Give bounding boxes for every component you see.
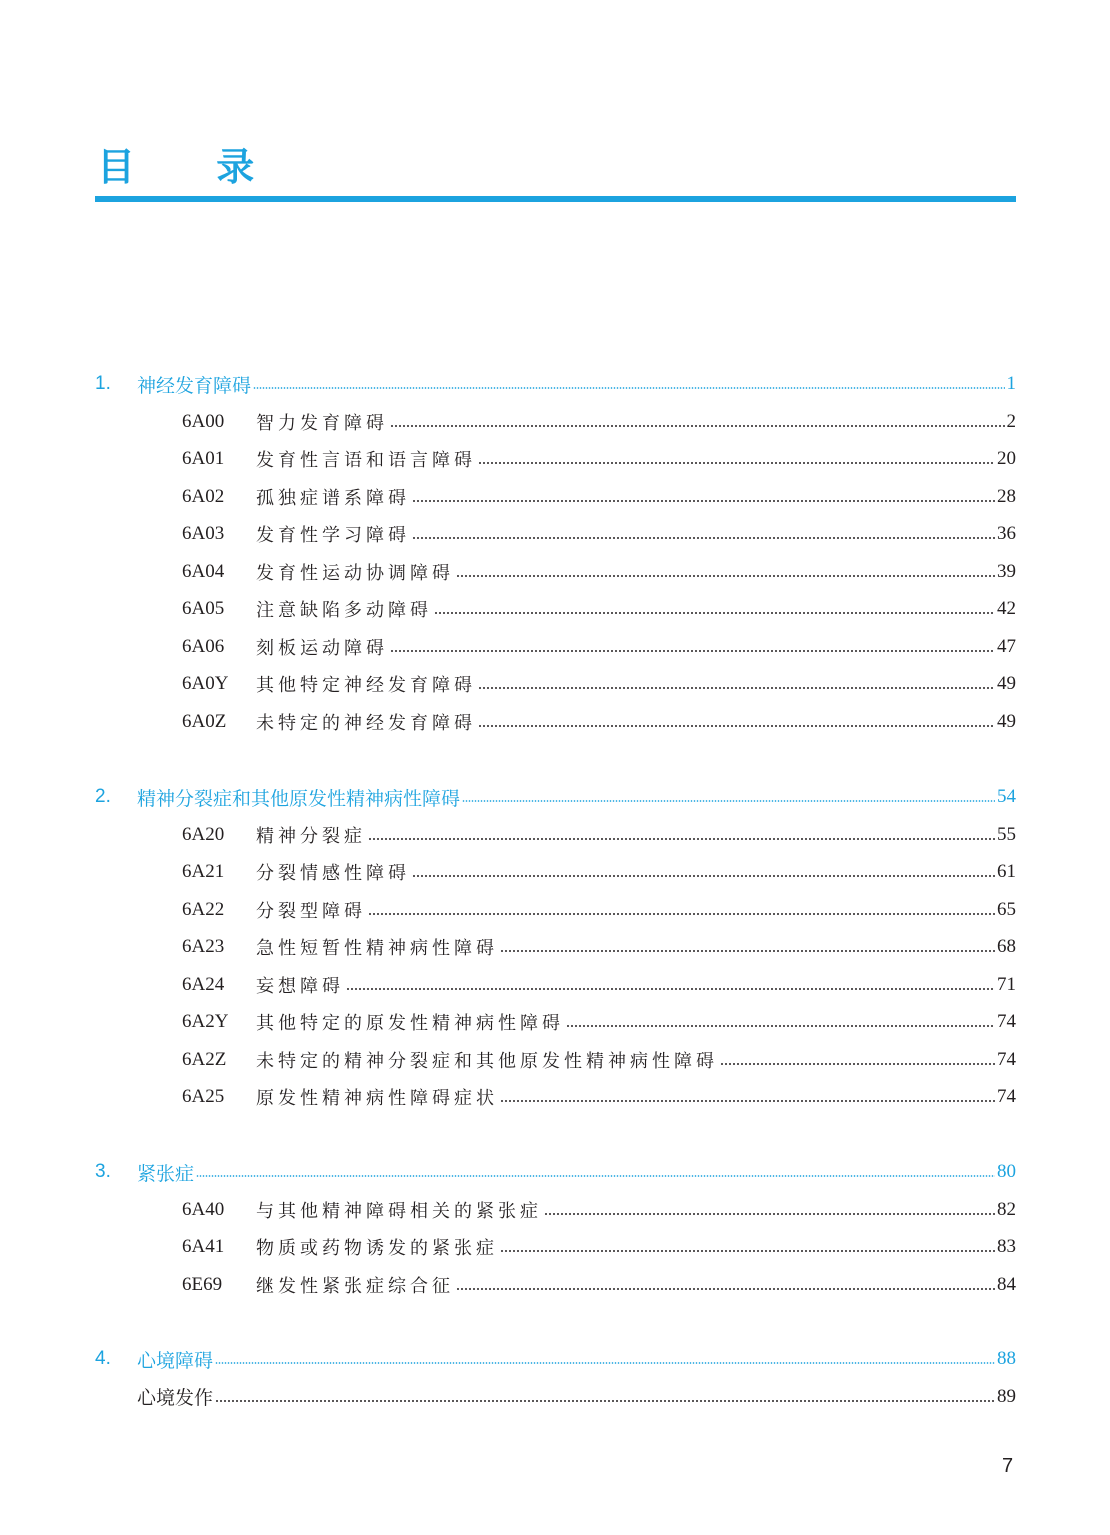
entry-page: 47 — [997, 635, 1016, 657]
toc-chapter-row[interactable] — [95, 369, 1016, 399]
toc-entry-row[interactable] — [182, 820, 1016, 850]
entry-code: 6A0Y — [182, 673, 229, 694]
dot-leader — [215, 1362, 995, 1364]
toc-entry-row[interactable] — [182, 519, 1016, 549]
chapter-number: 3. — [95, 1161, 111, 1182]
entry-page: 71 — [997, 973, 1016, 995]
entry-title: 刻板运动障碍 — [256, 637, 388, 659]
entry-page: 61 — [997, 861, 1016, 882]
toc-chapter-row[interactable] — [95, 1344, 1016, 1374]
entry-page: 65 — [997, 898, 1016, 920]
entry-page: 83 — [997, 1236, 1016, 1257]
entry-page: 20 — [997, 448, 1016, 469]
toc-entry-row[interactable] — [182, 1270, 1016, 1300]
toc-entry-row[interactable] — [182, 444, 1016, 474]
entry-code: 6A20 — [182, 823, 225, 845]
page-title: 目 录 — [97, 145, 289, 189]
dot-leader — [412, 500, 995, 502]
page-number: 7 — [1002, 1455, 1014, 1477]
chapter-page: 1 — [1006, 373, 1016, 394]
dot-leader — [566, 1025, 995, 1027]
entry-title: 注意缺陷多动障碍 — [256, 600, 432, 621]
dot-leader — [500, 950, 995, 952]
chapter-title: 精神分裂症和其他原发性精神病性障碍 — [137, 787, 461, 810]
entry-title: 其他特定的原发性精神病性障碍 — [256, 1013, 564, 1034]
toc-chapter-row[interactable] — [95, 1157, 1016, 1187]
entry-code: 6A06 — [182, 635, 225, 657]
dot-leader — [720, 1063, 995, 1065]
entry-page: 68 — [997, 936, 1016, 957]
dot-leader — [346, 988, 995, 990]
entry-title: 未特定的精神分裂症和其他原发性精神病性障碍 — [256, 1050, 718, 1072]
chapter-page: 80 — [997, 1161, 1016, 1182]
entry-title: 继发性紧张症综合征 — [256, 1275, 454, 1297]
entry-title: 妄想障碍 — [256, 975, 344, 997]
entry-page: 2 — [1006, 410, 1016, 432]
dot-leader — [368, 838, 995, 840]
toc-entry-row[interactable] — [182, 895, 1016, 925]
subsection-title: 心境发作 — [137, 1387, 214, 1409]
entry-title: 发育性运动协调障碍 — [256, 562, 454, 584]
dot-leader — [412, 875, 995, 877]
chapter-number: 1. — [95, 373, 111, 394]
entry-code: 6A05 — [182, 598, 225, 619]
toc-entry-row[interactable] — [182, 594, 1016, 624]
entry-code: 6A04 — [182, 560, 225, 582]
chapter-title: 心境障碍 — [137, 1349, 214, 1372]
entry-code: 6A03 — [182, 523, 225, 544]
entry-title: 与其他精神障碍相关的紧张症 — [256, 1200, 542, 1222]
entry-code: 6A25 — [182, 1086, 225, 1107]
entry-title: 分裂情感性障碍 — [256, 863, 410, 884]
entry-code: 6A02 — [182, 485, 225, 507]
toc-chapter-row[interactable] — [95, 782, 1016, 812]
toc-entry-row[interactable] — [182, 632, 1016, 662]
entry-page: 49 — [997, 673, 1016, 694]
toc-entry-row[interactable] — [182, 1195, 1016, 1225]
entry-code: 6A00 — [182, 410, 225, 432]
entry-code: 6A23 — [182, 936, 225, 957]
entry-page: 36 — [997, 523, 1016, 544]
dot-leader — [456, 1288, 995, 1290]
chapter-number: 2. — [95, 786, 111, 807]
entry-title: 物质或药物诱发的紧张症 — [256, 1238, 498, 1259]
entry-title: 未特定的神经发育障碍 — [256, 712, 476, 734]
toc-entry-row[interactable] — [182, 970, 1016, 1000]
dot-leader — [412, 537, 995, 539]
toc-entry-row[interactable] — [182, 1232, 1016, 1262]
entry-code: 6A24 — [182, 973, 225, 995]
chapter-number: 4. — [95, 1348, 111, 1369]
dot-leader — [478, 725, 995, 727]
dot-leader — [544, 1213, 995, 1215]
entry-page: 55 — [997, 823, 1016, 845]
chapter-page: 54 — [997, 786, 1016, 807]
toc-entry-row[interactable] — [182, 1082, 1016, 1112]
chapter-title: 紧张症 — [137, 1162, 195, 1185]
subsection-page: 89 — [997, 1385, 1016, 1407]
entry-page: 82 — [997, 1198, 1016, 1220]
entry-page: 28 — [997, 485, 1016, 507]
chapter-page: 88 — [997, 1348, 1016, 1369]
toc-entry-row[interactable] — [182, 1007, 1016, 1037]
dot-leader — [390, 650, 995, 652]
dot-leader — [196, 1175, 995, 1177]
entry-page: 49 — [997, 710, 1016, 732]
entry-page: 74 — [997, 1086, 1016, 1107]
entry-title: 智力发育障碍 — [256, 412, 388, 434]
entry-page: 39 — [997, 560, 1016, 582]
toc-entry-row[interactable] — [182, 557, 1016, 587]
dot-leader — [462, 800, 995, 802]
toc-entry-row[interactable] — [182, 857, 1016, 887]
dot-leader — [390, 425, 1005, 427]
entry-title: 孤独症谱系障碍 — [256, 487, 410, 509]
entry-code: 6A22 — [182, 898, 225, 920]
toc-entry-row[interactable] — [182, 407, 1016, 437]
entry-code: 6A2Y — [182, 1011, 229, 1032]
entry-page: 84 — [997, 1273, 1016, 1295]
entry-page: 74 — [997, 1011, 1016, 1032]
dot-leader — [478, 687, 995, 689]
entry-code: 6E69 — [182, 1273, 223, 1295]
dot-leader — [478, 462, 995, 464]
toc-entry-row[interactable] — [182, 932, 1016, 962]
dot-leader — [368, 913, 995, 915]
entry-code: 6A01 — [182, 448, 225, 469]
dot-leader — [434, 612, 995, 614]
entry-code: 6A40 — [182, 1198, 225, 1220]
toc-entry-row[interactable] — [182, 482, 1016, 512]
dot-leader — [456, 575, 995, 577]
dot-leader — [500, 1250, 995, 1252]
entry-title: 原发性精神病性障碍症状 — [256, 1088, 498, 1109]
entry-code: 6A0Z — [182, 710, 227, 732]
toc-entry-row[interactable] — [182, 707, 1016, 737]
entry-title: 精神分裂症 — [256, 825, 366, 847]
entry-title: 发育性学习障碍 — [256, 525, 410, 546]
entry-code: 6A2Z — [182, 1048, 227, 1070]
dot-leader — [500, 1100, 995, 1102]
entry-code: 6A21 — [182, 861, 225, 882]
dot-leader — [253, 387, 1004, 389]
entry-code: 6A41 — [182, 1236, 225, 1257]
toc-entry-row[interactable] — [182, 669, 1016, 699]
entry-title: 急性短暂性精神病性障碍 — [256, 938, 498, 959]
entry-title: 其他特定神经发育障碍 — [256, 675, 476, 696]
dot-leader — [215, 1400, 995, 1402]
entry-title: 发育性言语和语言障碍 — [256, 450, 476, 471]
entry-page: 42 — [997, 598, 1016, 619]
chapter-title: 神经发育障碍 — [137, 374, 252, 397]
toc-subsection-row[interactable] — [137, 1382, 1016, 1412]
entry-title: 分裂型障碍 — [256, 900, 366, 922]
entry-page: 74 — [997, 1048, 1016, 1070]
toc-entry-row[interactable] — [182, 1045, 1016, 1075]
